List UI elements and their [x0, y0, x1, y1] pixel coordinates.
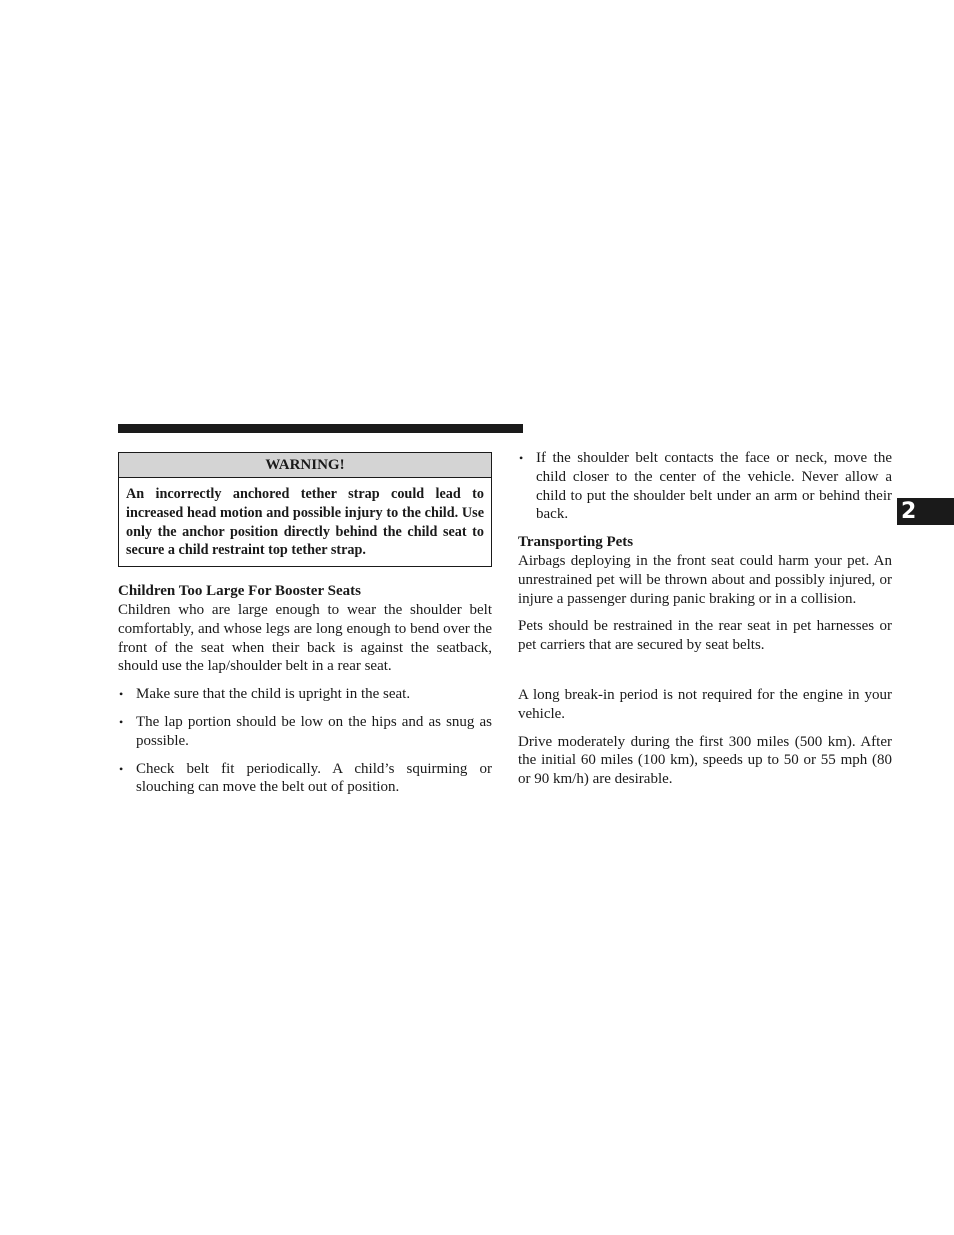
list-item: • If the shoulder belt contacts the face or neck, move the child closer to the center of the vehicle. Never allow a child to put the shoulder belt under an arm or behind their back.	[519, 450, 892, 523]
paragraph-pets-2: Pets should be restrained in the rear seat in pet harnesses or pet carriers that are secured by seat belts.	[518, 618, 892, 654]
paragraph-pets-1: Airbags deploying in the front seat could harm your pet. An unrestrained pet will be thrown about and possibly injured, or injure a passenger during panic braking or in a collision.	[518, 552, 892, 607]
left-column	[118, 452, 492, 806]
warning-box	[118, 452, 492, 567]
paragraph-breakin-2: Drive moderately during the first 300 miles (500 km). After the initial 60 miles (100 km), speeds up to 50 or 55 mph (80 or 90 km/h) are desirable.	[518, 733, 892, 788]
paragraph-breakin-1: A long break-in period is not required for the engine in your vehicle.	[518, 686, 892, 722]
bullet-icon: •	[119, 714, 124, 729]
list-item: • Check belt fit periodically. A child’s squirming or slouching can move the belt out of position.	[119, 760, 492, 796]
list-item: • The lap portion should be low on the hips and as snug as possible.	[119, 713, 492, 749]
warning-body: An incorrectly anchored tether strap could lead to increased head motion and possible injury to the child. Use only the anchor position directly behind the child seat to secure a child restraint top tether strap.	[126, 486, 484, 559]
bullet-icon: •	[519, 451, 524, 465]
section-heading-booster: Children Too Large For Booster Seats	[118, 583, 361, 600]
bullet-list-right	[518, 449, 892, 524]
bullet-icon: •	[119, 761, 124, 776]
right-column	[518, 449, 892, 798]
list-item: • Make sure that the child is upright in the seat.	[119, 686, 411, 703]
warning-title: WARNING!	[119, 453, 491, 478]
chapter-tab: 2	[897, 498, 954, 525]
bullet-list-left	[118, 685, 492, 797]
paragraph-booster-intro: Children who are large enough to wear the shoulder belt comfortably, and whose legs are long enough to bend over the front of the seat when their back is against the seatback, should use the lap/shoulder belt in a rear seat.	[118, 601, 492, 675]
section-gap	[518, 664, 892, 686]
section-heading-pets: Transporting Pets	[518, 534, 634, 551]
section-top-rule	[118, 424, 523, 433]
bullet-icon: •	[119, 687, 124, 702]
